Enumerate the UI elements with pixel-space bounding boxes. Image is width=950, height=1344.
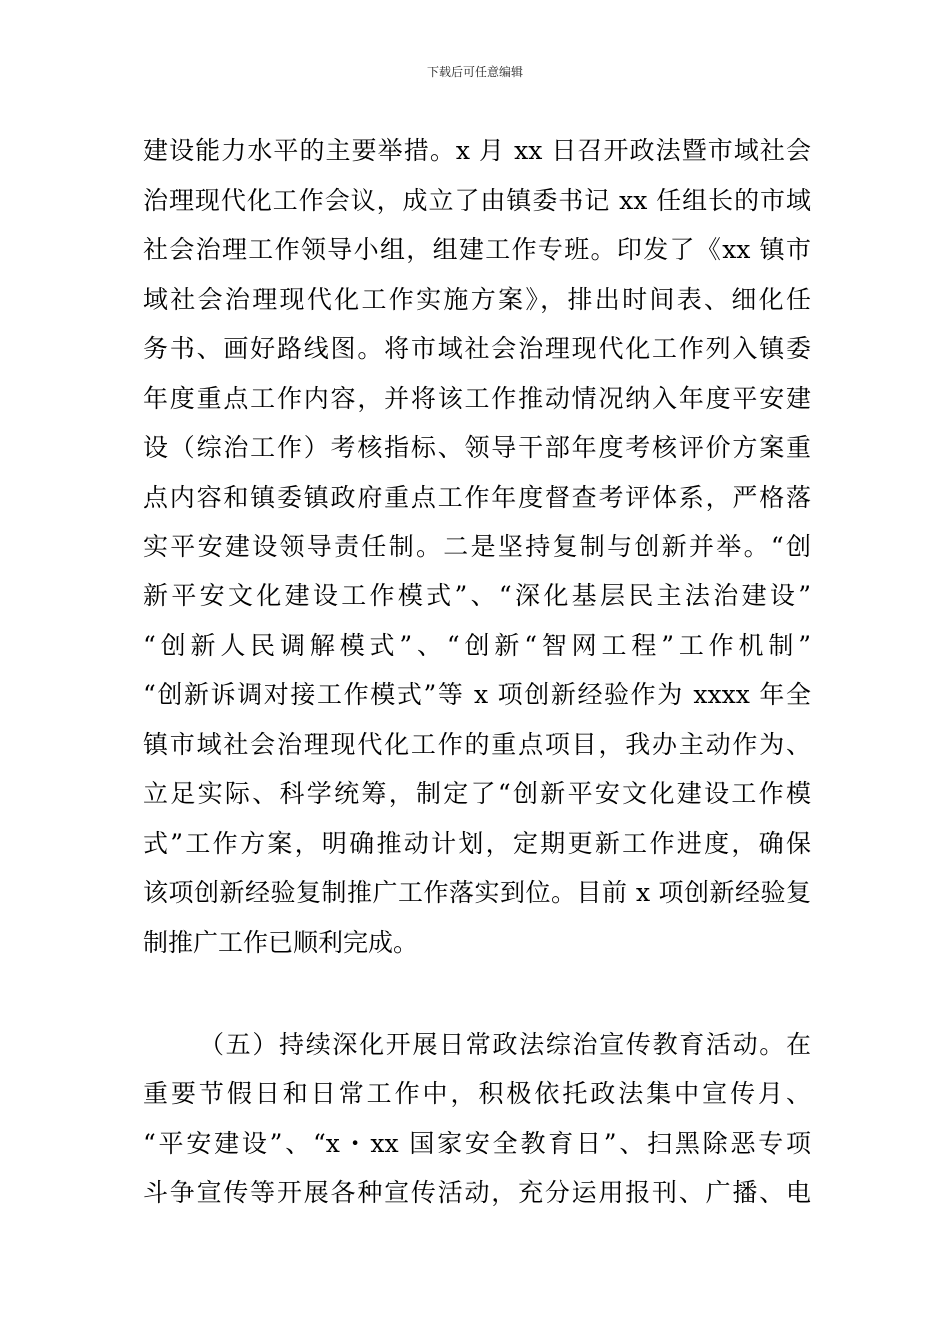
paragraph-line: 新平安文化建设工作模式”、“深化基层民主法治建设” (143, 581, 811, 610)
paragraph-line: 务书、画好路线图。将市域社会治理现代化工作列入镇委 (143, 334, 811, 363)
paragraph-line: 镇市域社会治理现代化工作的重点项目，我办主动作为、 (143, 730, 811, 759)
paragraph-line: “创新人民调解模式”、“创新“智网工程”工作机制” (143, 631, 811, 660)
paragraph-line: 治理现代化工作会议，成立了由镇委书记 xx 任组长的市域 (143, 186, 811, 215)
paragraph-line: “平安建设”、“x・xx 国家安全教育日”、扫黑除恶专项 (143, 1129, 811, 1158)
paragraph-line: 建设能力水平的主要举措。x 月 xx 日召开政法暨市域社会 (143, 136, 811, 165)
paragraph-line: 立足实际、科学统筹，制定了“创新平安文化建设工作模 (143, 779, 811, 808)
paragraph-line: 域社会治理现代化工作实施方案》，排出时间表、细化任 (143, 285, 811, 314)
paragraph-line: 重要节假日和日常工作中，积极依托政法集中宣传月、 (143, 1079, 811, 1108)
paragraph-line: 年度重点工作内容，并将该工作推动情况纳入年度平安建 (143, 384, 811, 413)
paragraph-line-last: 制推广工作已顺利完成。 (143, 928, 419, 957)
paragraph-line: 斗争宣传等开展各种宣传活动，充分运用报刊、广播、电 (143, 1178, 811, 1207)
page-header-note: 下载后可任意编辑 (426, 65, 523, 79)
paragraph-line: 该项创新经验复制推广工作落实到位。目前 x 项创新经验复 (143, 878, 811, 907)
paragraph-line: “创新诉调对接工作模式”等 x 项创新经验作为 xxxx 年全 (143, 680, 811, 709)
paragraph-line: 式”工作方案，明确推动计划，定期更新工作进度，确保 (143, 829, 811, 858)
paragraph-line-first: （五）持续深化开展日常政法综治宣传教育活动。在 (199, 1030, 811, 1059)
paragraph-line: 点内容和镇委镇政府重点工作年度督查考评体系，严格落 (143, 483, 811, 512)
paragraph-line: 社会治理工作领导小组，组建工作专班。印发了《xx 镇市 (143, 235, 811, 264)
paragraph-line: 实平安建设领导责任制。二是坚持复制与创新并举。“创 (143, 532, 811, 561)
paragraph-line: 设（综治工作）考核指标、领导干部年度考核评价方案重 (143, 433, 811, 462)
